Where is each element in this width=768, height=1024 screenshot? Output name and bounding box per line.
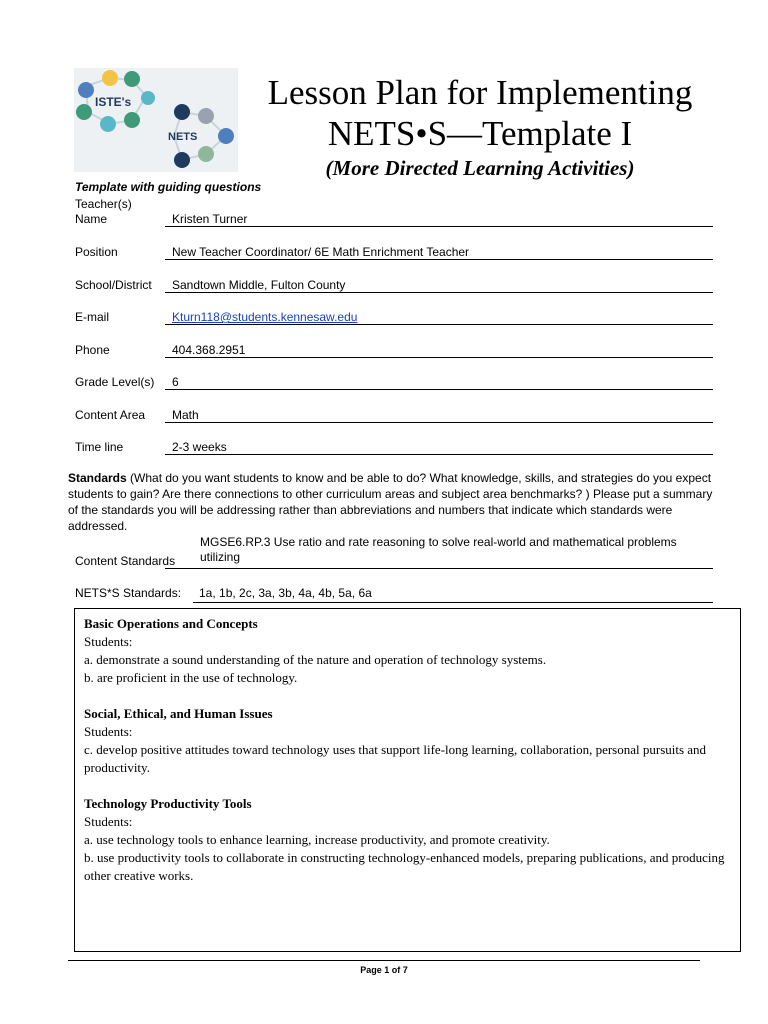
content-standards-line1: MGSE6.RP.3 Use ratio and rate reasoning to solve real-world and mathematical problems xyxy=(200,535,677,549)
timeline-value[interactable]: 2-3 weeks xyxy=(165,440,713,455)
page-number: Page 1 of 7 xyxy=(360,965,408,975)
nets-standards-box xyxy=(74,608,741,952)
section-title: Social, Ethical, and Human Issues xyxy=(84,706,273,721)
section-title: Technology Productivity Tools xyxy=(84,796,252,811)
standard-item: c. develop positive attitudes toward technology uses that support life-long learning, collaboration, personal pursuits and productivity. xyxy=(84,742,707,775)
phone-label: Phone xyxy=(75,343,110,357)
students-label: Students: xyxy=(84,724,133,739)
document-title xyxy=(242,72,718,181)
nets-standards-label: NETS*S Standards: xyxy=(75,586,182,600)
standards-heading: Standards xyxy=(68,471,127,485)
footer-divider xyxy=(68,960,700,961)
content-area-value[interactable]: Math xyxy=(165,408,713,423)
title-line-1: Lesson Plan for Implementing xyxy=(267,73,693,112)
email-label: E-mail xyxy=(75,310,110,324)
content-area-label: Content Area xyxy=(75,408,146,422)
standards-intro xyxy=(68,470,718,534)
content-standards-value[interactable] xyxy=(165,535,713,569)
section-title: Basic Operations and Concepts xyxy=(84,616,258,631)
email-link[interactable]: Kturn118@students.kennesaw.edu xyxy=(165,310,713,325)
logo-text-nets: NETS xyxy=(168,131,198,143)
position-label: Position xyxy=(75,245,118,259)
grade-value[interactable]: 6 xyxy=(165,375,713,390)
grade-label: Grade Level(s) xyxy=(75,375,155,389)
title-line-2: NETS•S—Template I xyxy=(327,114,633,153)
teacher-name-value[interactable]: Kristen Turner xyxy=(165,212,713,227)
standard-item: b. are proficient in the use of technology. xyxy=(84,670,298,685)
standard-item: b. use productivity tools to collaborate in constructing technology-enhanced models, preparing publications, and producing other creative works. xyxy=(84,850,725,883)
timeline-label: Time line xyxy=(75,440,124,454)
standard-item: a. use technology tools to enhance learning, increase productivity, and promote creativity. xyxy=(84,832,550,847)
teacher-label-line1: Teacher(s) xyxy=(75,197,132,211)
iste-nets-logo xyxy=(74,68,238,172)
school-label: School/District xyxy=(75,278,152,292)
subtitle: (More Directed Learning Activities) xyxy=(325,156,635,180)
position-value[interactable]: New Teacher Coordinator/ 6E Math Enrichment Teacher xyxy=(165,245,713,260)
standard-item: a. demonstrate a sound understanding of the nature and operation of technology systems. xyxy=(84,652,547,667)
phone-value[interactable]: 404.368.2951 xyxy=(165,343,713,358)
school-value[interactable]: Sandtown Middle, Fulton County xyxy=(165,278,713,293)
standards-instructions: (What do you want students to know and be able to do? What knowledge, skills, and strategies do you expect students to gain? Are there connections to other curriculum areas and subject area benchmarks? ) Please put a summary of the standards you will be addressing rather than abbreviations and numbers that indicate which standards were addressed. xyxy=(68,471,713,533)
logo-text-iste: ISTE's xyxy=(95,95,132,109)
guide-note: Template with guiding questions xyxy=(75,180,262,194)
teacher-label-line2: Name xyxy=(75,212,108,226)
content-standards-label: Content Standards xyxy=(75,554,176,568)
students-label: Students: xyxy=(84,814,133,829)
content-standards-line2: utilizing xyxy=(200,550,241,564)
nets-standards-value[interactable]: 1a, 1b, 2c, 3a, 3b, 4a, 4b, 5a, 6a xyxy=(193,586,713,603)
students-label: Students: xyxy=(84,634,133,649)
